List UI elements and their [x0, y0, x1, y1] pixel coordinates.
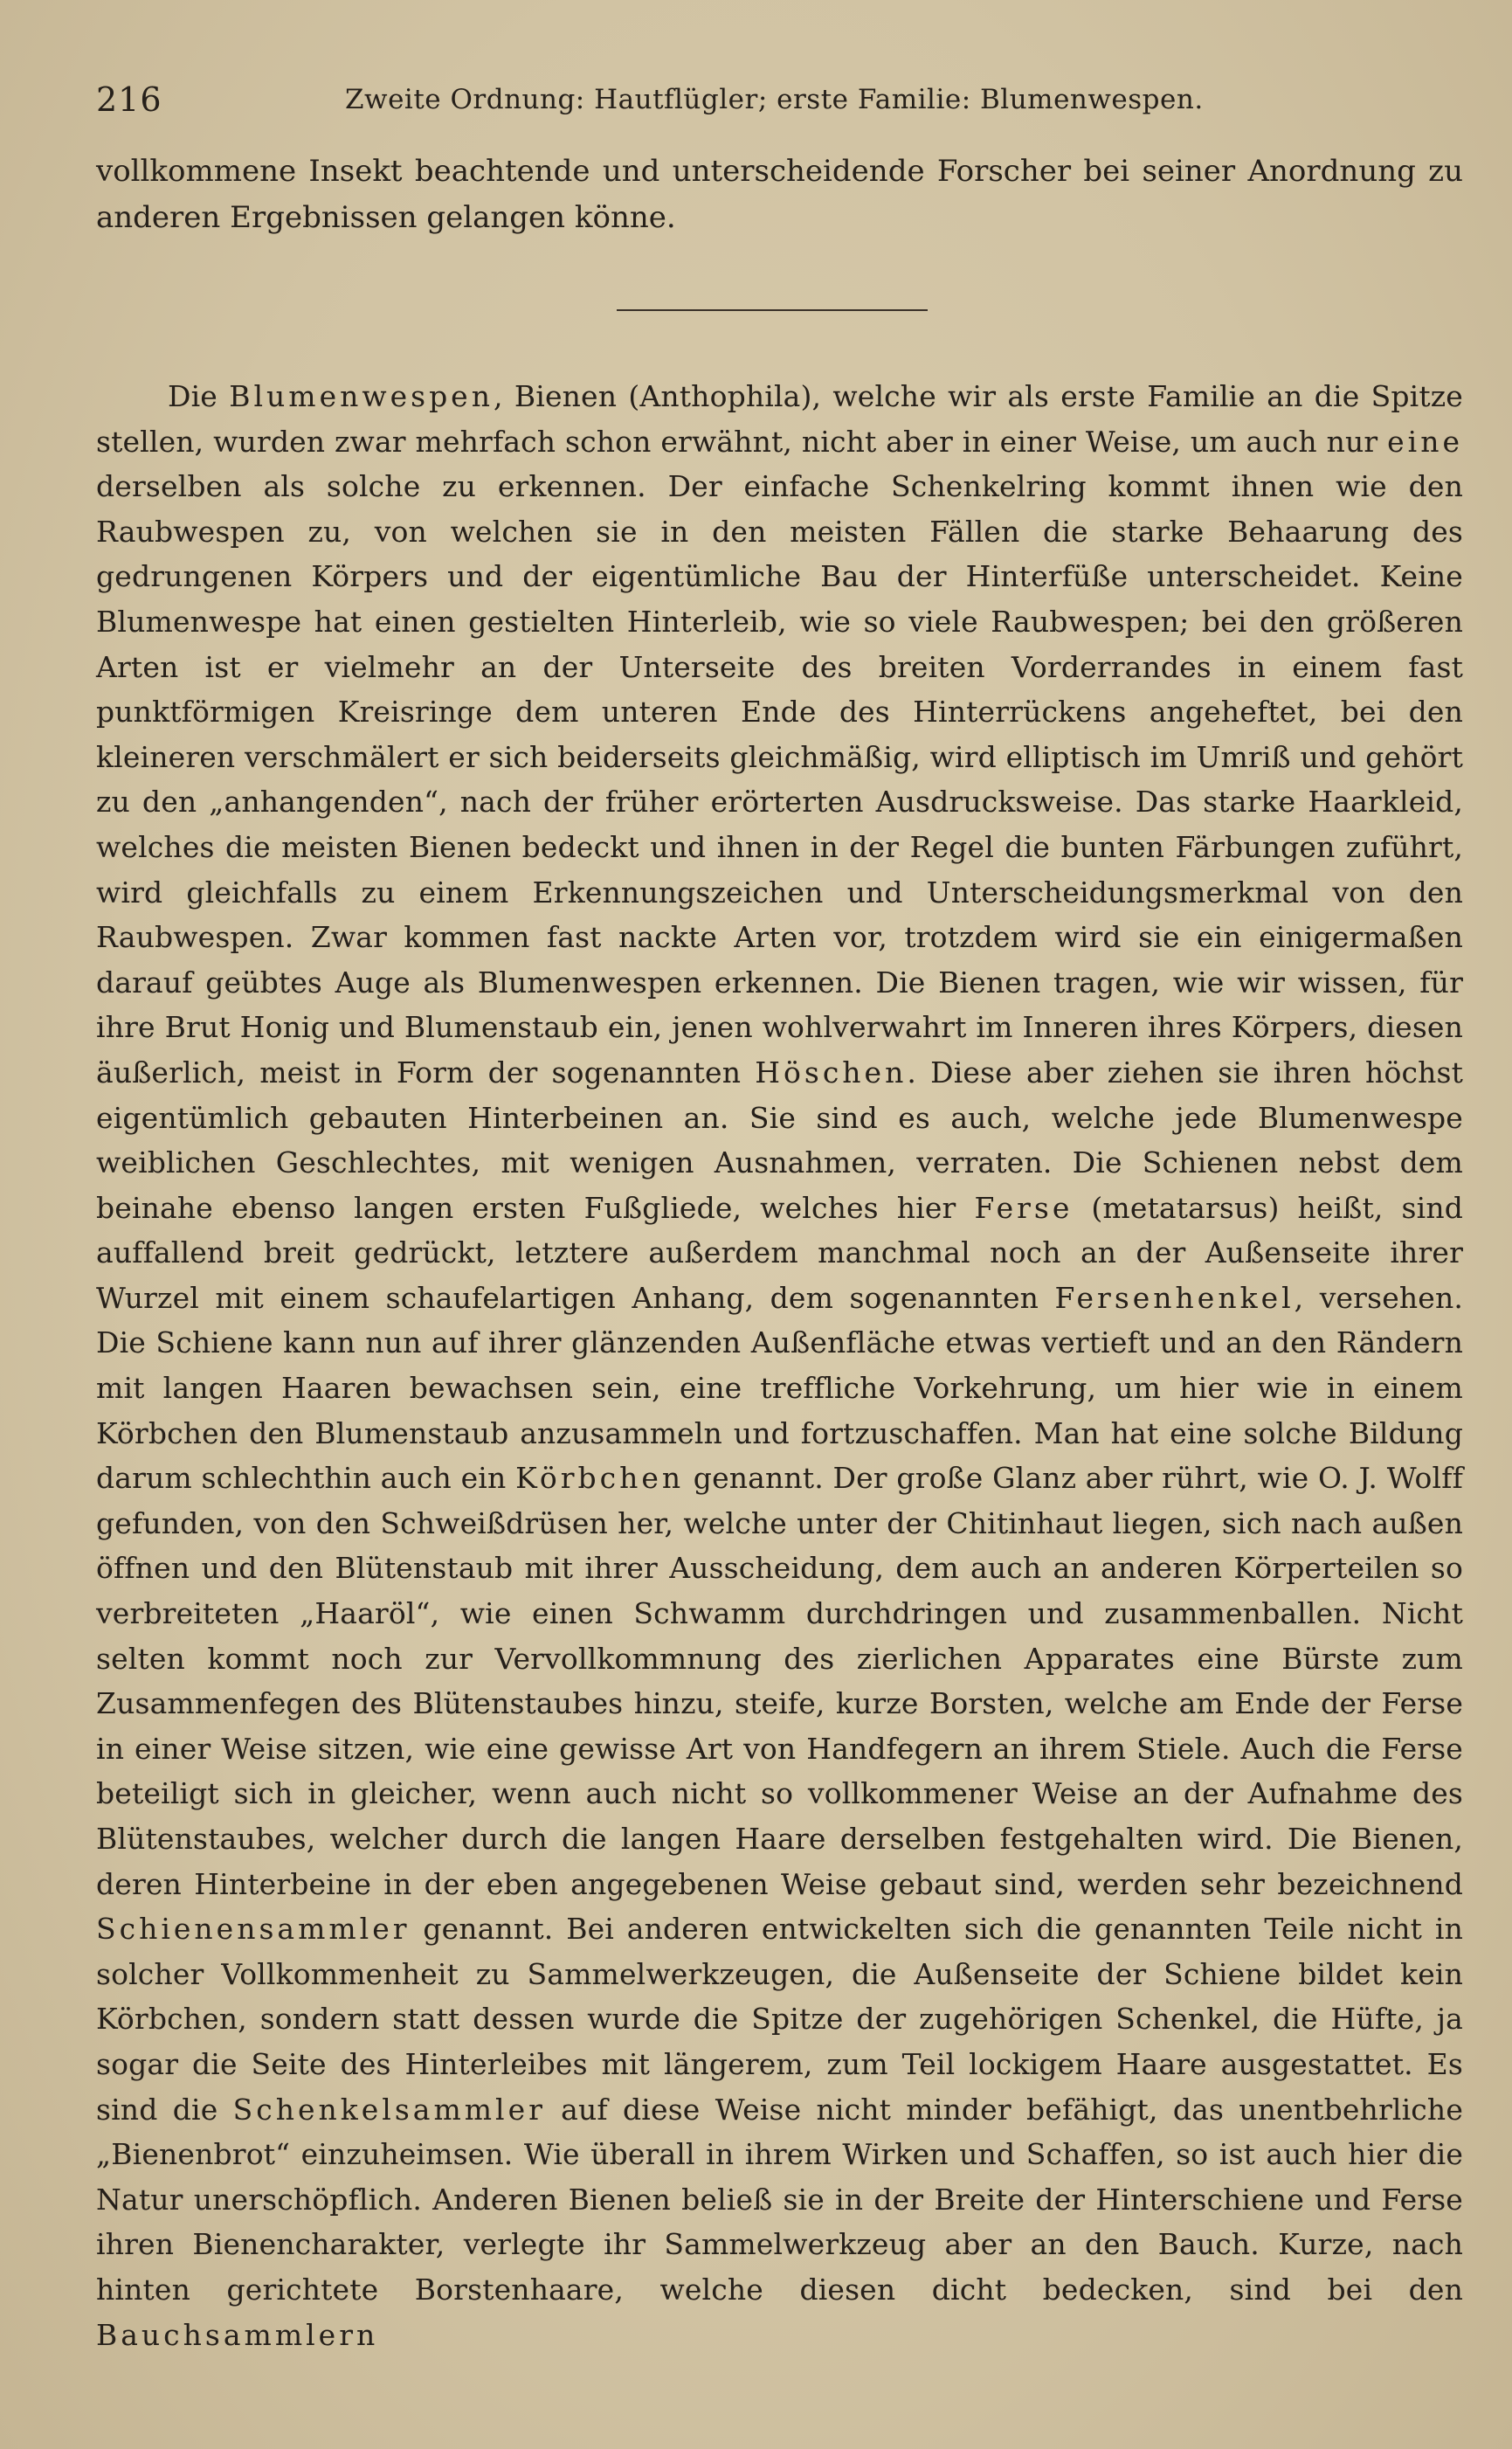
text-run: derselben als solche zu erkennen. Der einfache Schenkelring kommt ihnen wie den Raubwespen zu, von welchen sie in den meisten Fällen die starke Behaarung des gedrungenen Körpers und der eigentümliche Bau der Hinterfüße unterscheidet. Keine Blumenwespe hat einen gestielten Hinterleib, wie so viele Raubwespen; bei den größeren Arten ist er vielmehr an der Unterseite des breiten Vorderrandes in einem fast punktförmigen Kreisringe dem unteren Ende des Hinterrückens angeheftet, bei den kleineren verschmälert er sich beiderseits gleichmäßig, wird elliptisch im Umriß und gehört zu den „anhangenden“, nach der früher erörterten Ausdrucksweise. Das starke Haarkleid, welches die meisten Bienen bedeckt und ihnen in der Regel die bunten Färbungen zuführt, wird gleichfalls zu einem Erkennungszeichen und Unterscheidungsmerkmal von den Raubwespen. Zwar kommen fast nackte Arten vor, trotzdem wird sie ein einigermaßen darauf geübtes Auge als Blumenwespen erkennen. Die Bienen tragen, wie wir wissen, für ihre Brut Honig und Blumenstaub ein, jenen wohlverwahrt im Inneren ihres Körpers, diesen äußerlich, meist in Form der sogenannten: [96, 469, 1463, 1090]
text-run: (metatarsus) heißt, sind auffallend breit gedrückt, letztere außerdem manchmal noch an der Außenseite ihrer Wurzel mit einem schaufelartigen Anhang, dem sogenannten: [96, 1190, 1463, 1315]
text-run: . Diese aber ziehen sie ihren höchst eigentümlich gebauten Hinterbeinen an. Sie sind es auch, welche jede Blumenwespe weiblichen Geschlechtes, mit wenigen Ausnahmen, verraten. Die Schienen nebst dem beinahe ebenso langen ersten Fußgliede, welches hier: [96, 1055, 1463, 1225]
text-run: , Bienen (Anthophila), welche wir als erste Familie an die Spitze stellen, wurden zwar mehrfach schon erwähnt, nicht aber in einer Weise, um auch nur: [96, 379, 1463, 459]
term-ferse: Ferse: [974, 1190, 1074, 1225]
term-schenkelsammler: Schenkelsammler: [232, 2092, 546, 2127]
intro-paragraph: vollkommene Insekt beachtende und unterscheidende Forscher bei seiner Anordnung zu anderen Ergebnissen gelangen könne.: [96, 154, 1463, 235]
running-title: Zweite Ordnung: Hautflügler; erste Familie: Blumenwespen.: [345, 84, 1204, 115]
term-blumenwespen: Blumenwespen: [229, 379, 494, 413]
text-run: genannt. Der große Glanz aber rührt, wie O. J. Wolff gefunden, von den Schweißdrüsen her, welche unter der Chitinhaut liegen, sich nach außen öffnen und den Blütenstaub mit ihrer Ausscheidung, dem auch an anderen Körperteilen so verbreiteten „Haaröl“, wie einen Schwamm durchdringen und zusammenballen. Nicht selten kommt noch zur Vervollkommnung des zierlichen Apparates eine Bürste zum Zusammenfegen des Blütenstaubes hinzu, steife, kurze Borsten, welche am Ende der Ferse in einer Weise sitzen, wie eine gewisse Art von Handfegern an ihrem Stiele. Auch die Ferse beteiligt sich in gleicher, wenn auch nicht so vollkommener Weise an der Aufnahme des Blütenstaubes, welcher durch die langen Haare derselben festgehalten wird. Die Bienen, deren Hinterbeine in der eben angegebenen Weise gebaut sind, werden sehr bezeichnend: [96, 1461, 1463, 1901]
term-fersenhenkel: Fersenhenkel: [1054, 1280, 1295, 1315]
term-eine: eine: [1387, 424, 1463, 459]
term-bauchsammlern: Bauchsammlern: [96, 2317, 379, 2352]
text-run: genannt. Bei anderen entwickelten sich die genannten Teile nicht in solcher Vollkommenheit zu Sammelwerkzeugen, die Außenseite der Schiene bildet kein Körbchen, sondern statt dessen wurde die Spitze der zugehörigen Schenkel, die Hüfte, ja sogar die Seite des Hinterleibes mit längerem, zum Teil lockigem Haare ausgestattet. Es sind die: [96, 1912, 1463, 2127]
text-run: auf diese Weise nicht minder befähigt, das unentbehrliche „Bienenbrot“ einzuheimsen. Wie überall in ihrem Wirken und Schaffen, so ist auch hier die Natur unerschöpflich. Anderen Bienen beließ sie in der Breite der Hinterschiene und Ferse ihren Bienencharakter, verlegte ihr Sammelwerkzeug aber an den Bauch. Kurze, nach hinten gerichtete Borstenhaare, welche diesen dicht bedecken, sind bei den: [96, 2092, 1464, 2307]
term-schienensammler: Schienensammler: [96, 1912, 411, 1947]
page-number: 216: [96, 80, 162, 119]
term-hoeschen: Höschen: [755, 1055, 908, 1090]
main-paragraph: [96, 374, 1463, 2357]
section-divider: [617, 309, 928, 311]
text-run: , versehen. Die Schiene kann nun auf ihrer glänzenden Außenfläche etwas vertieft und an den Rändern mit langen Haaren bewachsen sein, eine treffliche Vorkehrung, um hier wie in einem Körbchen den Blumenstaub anzusammeln und fortzuschaffen. Man hat eine solche Bildung darum schlechthin auch ein: [96, 1280, 1463, 1496]
running-head: [96, 80, 1418, 124]
text-run: Die: [168, 379, 230, 413]
term-koerbchen: Körbchen: [515, 1461, 685, 1496]
